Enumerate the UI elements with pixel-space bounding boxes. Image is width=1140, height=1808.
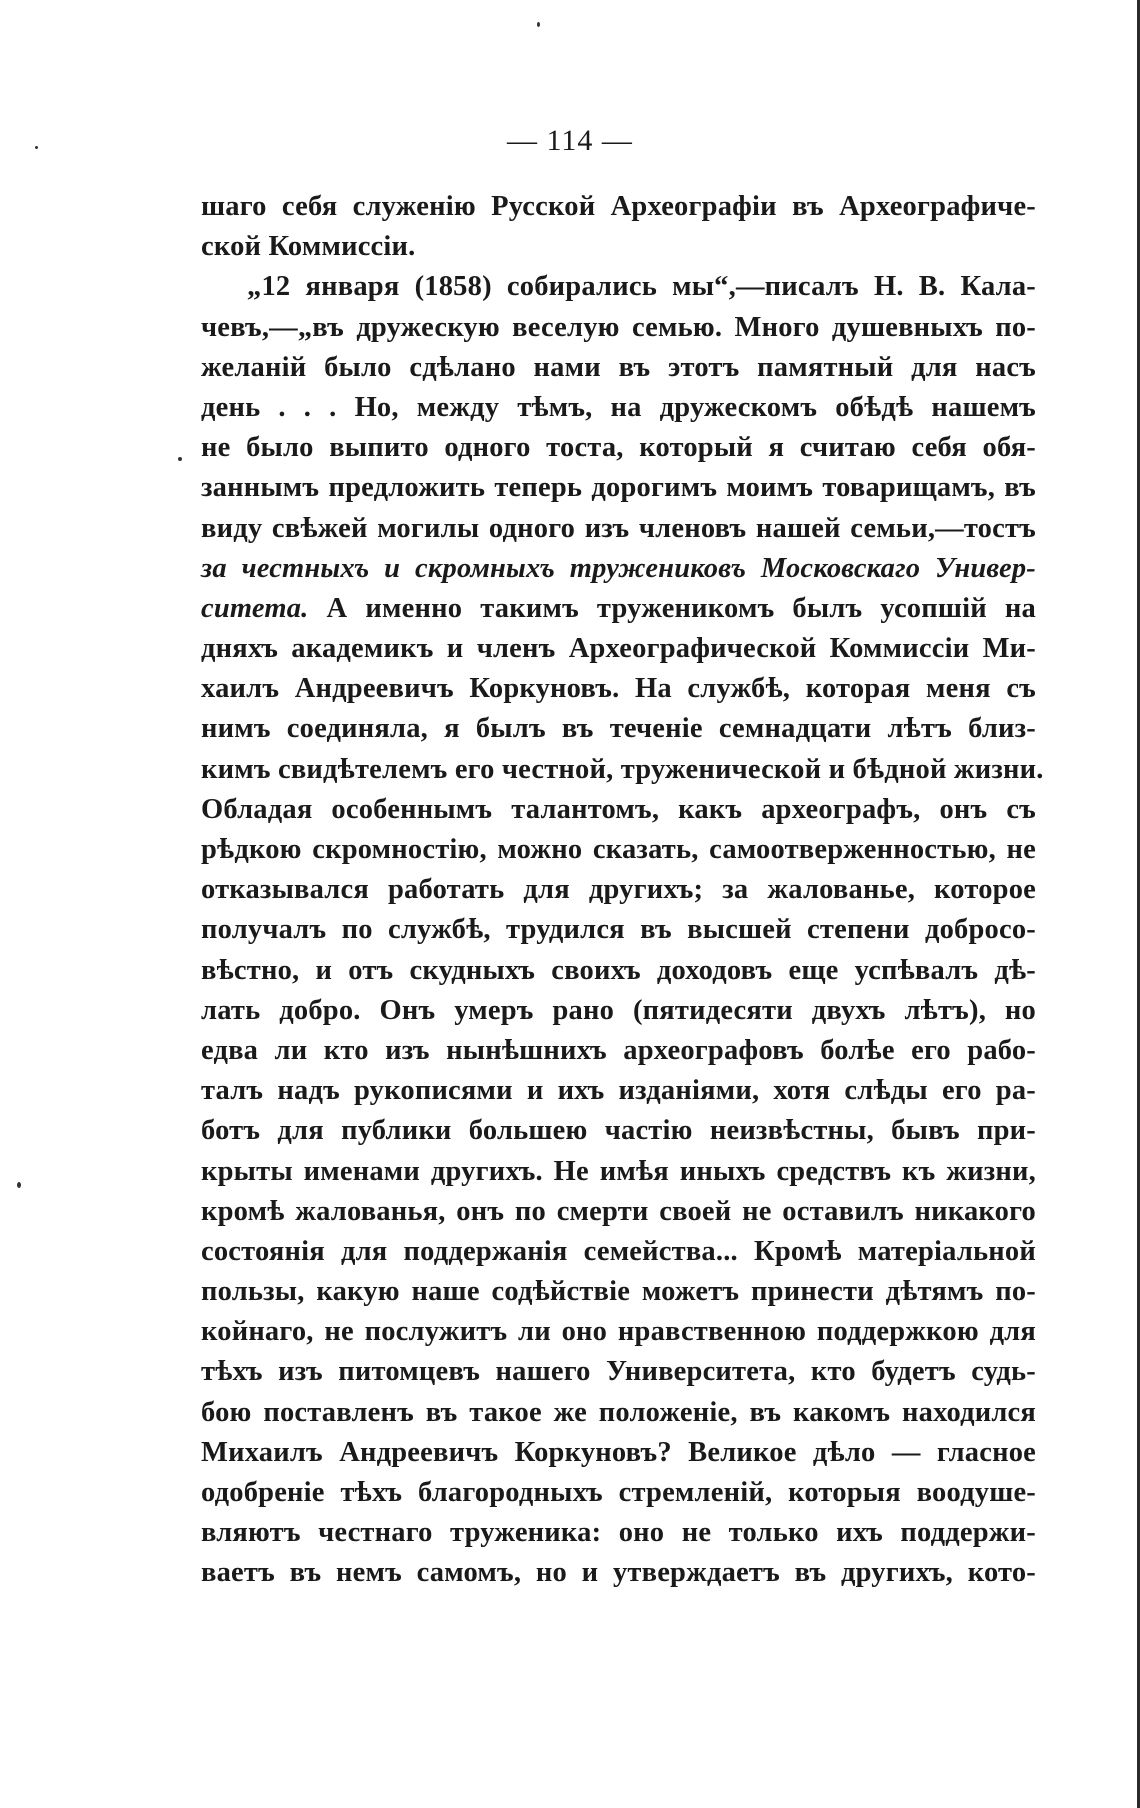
text-line: ботъ для публики большею частію неизвѣстны, бывъ при- xyxy=(201,1115,1036,1147)
text-line: заннымъ предложить теперь дорогимъ моимъ товарищамъ, въ xyxy=(201,472,1036,504)
text-line: день . . . Но, между тѣмъ, на дружескомъ обѣдѣ нашемъ xyxy=(201,391,1036,423)
text-line: нимъ соединяла, я былъ въ теченіе семнадцати лѣтъ близ- xyxy=(201,713,1036,745)
text-line-italic: за честныхъ и скромныхъ тружениковъ Московскаго Универ- xyxy=(201,552,1036,584)
text-line: получалъ по службѣ, трудился въ высшей степени добросо- xyxy=(201,914,1036,946)
text-line: кромѣ жалованья, онъ по смерти своей не оставилъ никакого xyxy=(201,1195,1036,1227)
text-line xyxy=(201,589,1036,629)
page-number: — 114 — xyxy=(507,124,633,157)
text-line: состоянія для поддержанія семейства... Кромѣ матеріальной xyxy=(201,1235,1036,1267)
text-line: рѣдкою скромностію, можно сказать, самоотверженностью, не xyxy=(201,834,1036,865)
text-line: хаилъ Андреевичъ Коркуновъ. На службѣ, которая меня съ xyxy=(201,673,1036,705)
text-line: кимъ свидѣтелемъ его честной, труженической и бѣдной жизни. xyxy=(201,753,1044,785)
text-line: Михаилъ Андреевичъ Коркуновъ? Великое дѣло — гласное xyxy=(201,1436,1036,1468)
text-line: отказывался работать для другихъ; за жалованье, которое xyxy=(201,874,1036,906)
text-line: талъ надъ рукописями и ихъ изданіями, хотя слѣды его ра- xyxy=(201,1075,1036,1107)
text-line: „12 января (1858) собирались мы“,—писалъ Н. В. Кала- xyxy=(247,271,1036,303)
text-line: вляютъ честнаго труженика: оно не только ихъ поддержи- xyxy=(201,1517,1036,1549)
text-line: пользы, какую наше содѣйствіе можетъ принести дѣтямъ по- xyxy=(201,1276,1036,1308)
text-line: бою поставленъ въ такое же положеніе, въ какомъ находился xyxy=(201,1396,1036,1428)
text-line: крыты именами другихъ. Не имѣя иныхъ средствъ къ жизни, xyxy=(201,1155,1036,1187)
body-text xyxy=(201,187,1044,1594)
text-fragment: А именно такимъ труженикомъ былъ усопшій на xyxy=(308,592,1036,624)
text-line: тѣхъ изъ питомцевъ нашего Университета, кто будетъ судь- xyxy=(201,1356,1036,1388)
text-line: виду свѣжей могилы одного изъ членовъ нашей семьи,—тостъ xyxy=(201,512,1036,544)
text-line: койнаго, не послужитъ ли оно нравственною поддержкою для xyxy=(201,1316,1036,1348)
text-line: желаній было сдѣлано нами въ этотъ памятный для насъ xyxy=(201,351,1036,383)
text-line: одобреніе тѣхъ благородныхъ стремленій, которыя воодуше- xyxy=(201,1477,1036,1508)
scan-speck xyxy=(178,457,182,461)
text-line: ской Коммиссіи. xyxy=(201,231,416,263)
text-line: чевъ,—„въ дружескую веселую семью. Много душевныхъ по- xyxy=(201,311,1036,343)
text-line: едва ли кто изъ нынѣшнихъ археографовъ болѣе его рабо- xyxy=(201,1034,1036,1066)
text-line: ваетъ въ немъ самомъ, но и утверждаетъ въ другихъ, кото- xyxy=(201,1557,1036,1589)
scan-speck xyxy=(17,1182,21,1188)
italic-fragment: ситета. xyxy=(201,592,309,624)
text-line: дняхъ академикъ и членъ Археографической Коммиссіи Ми- xyxy=(201,633,1036,665)
text-line: лать добро. Онъ умеръ рано (пятидесяти двухъ лѣтъ), но xyxy=(201,994,1036,1026)
text-line: шаго себя служенію Русской Археографіи въ Археографиче- xyxy=(201,191,1036,222)
scan-speck xyxy=(35,146,38,149)
text-line: не было выпито одного тоста, который я считаю себя обя- xyxy=(201,432,1036,464)
text-line: Обладая особеннымъ талантомъ, какъ археографъ, онъ съ xyxy=(201,793,1036,825)
text-line: вѣстно, и отъ скудныхъ своихъ доходовъ еще успѣвалъ дѣ- xyxy=(201,954,1036,986)
scan-speck xyxy=(537,22,540,27)
